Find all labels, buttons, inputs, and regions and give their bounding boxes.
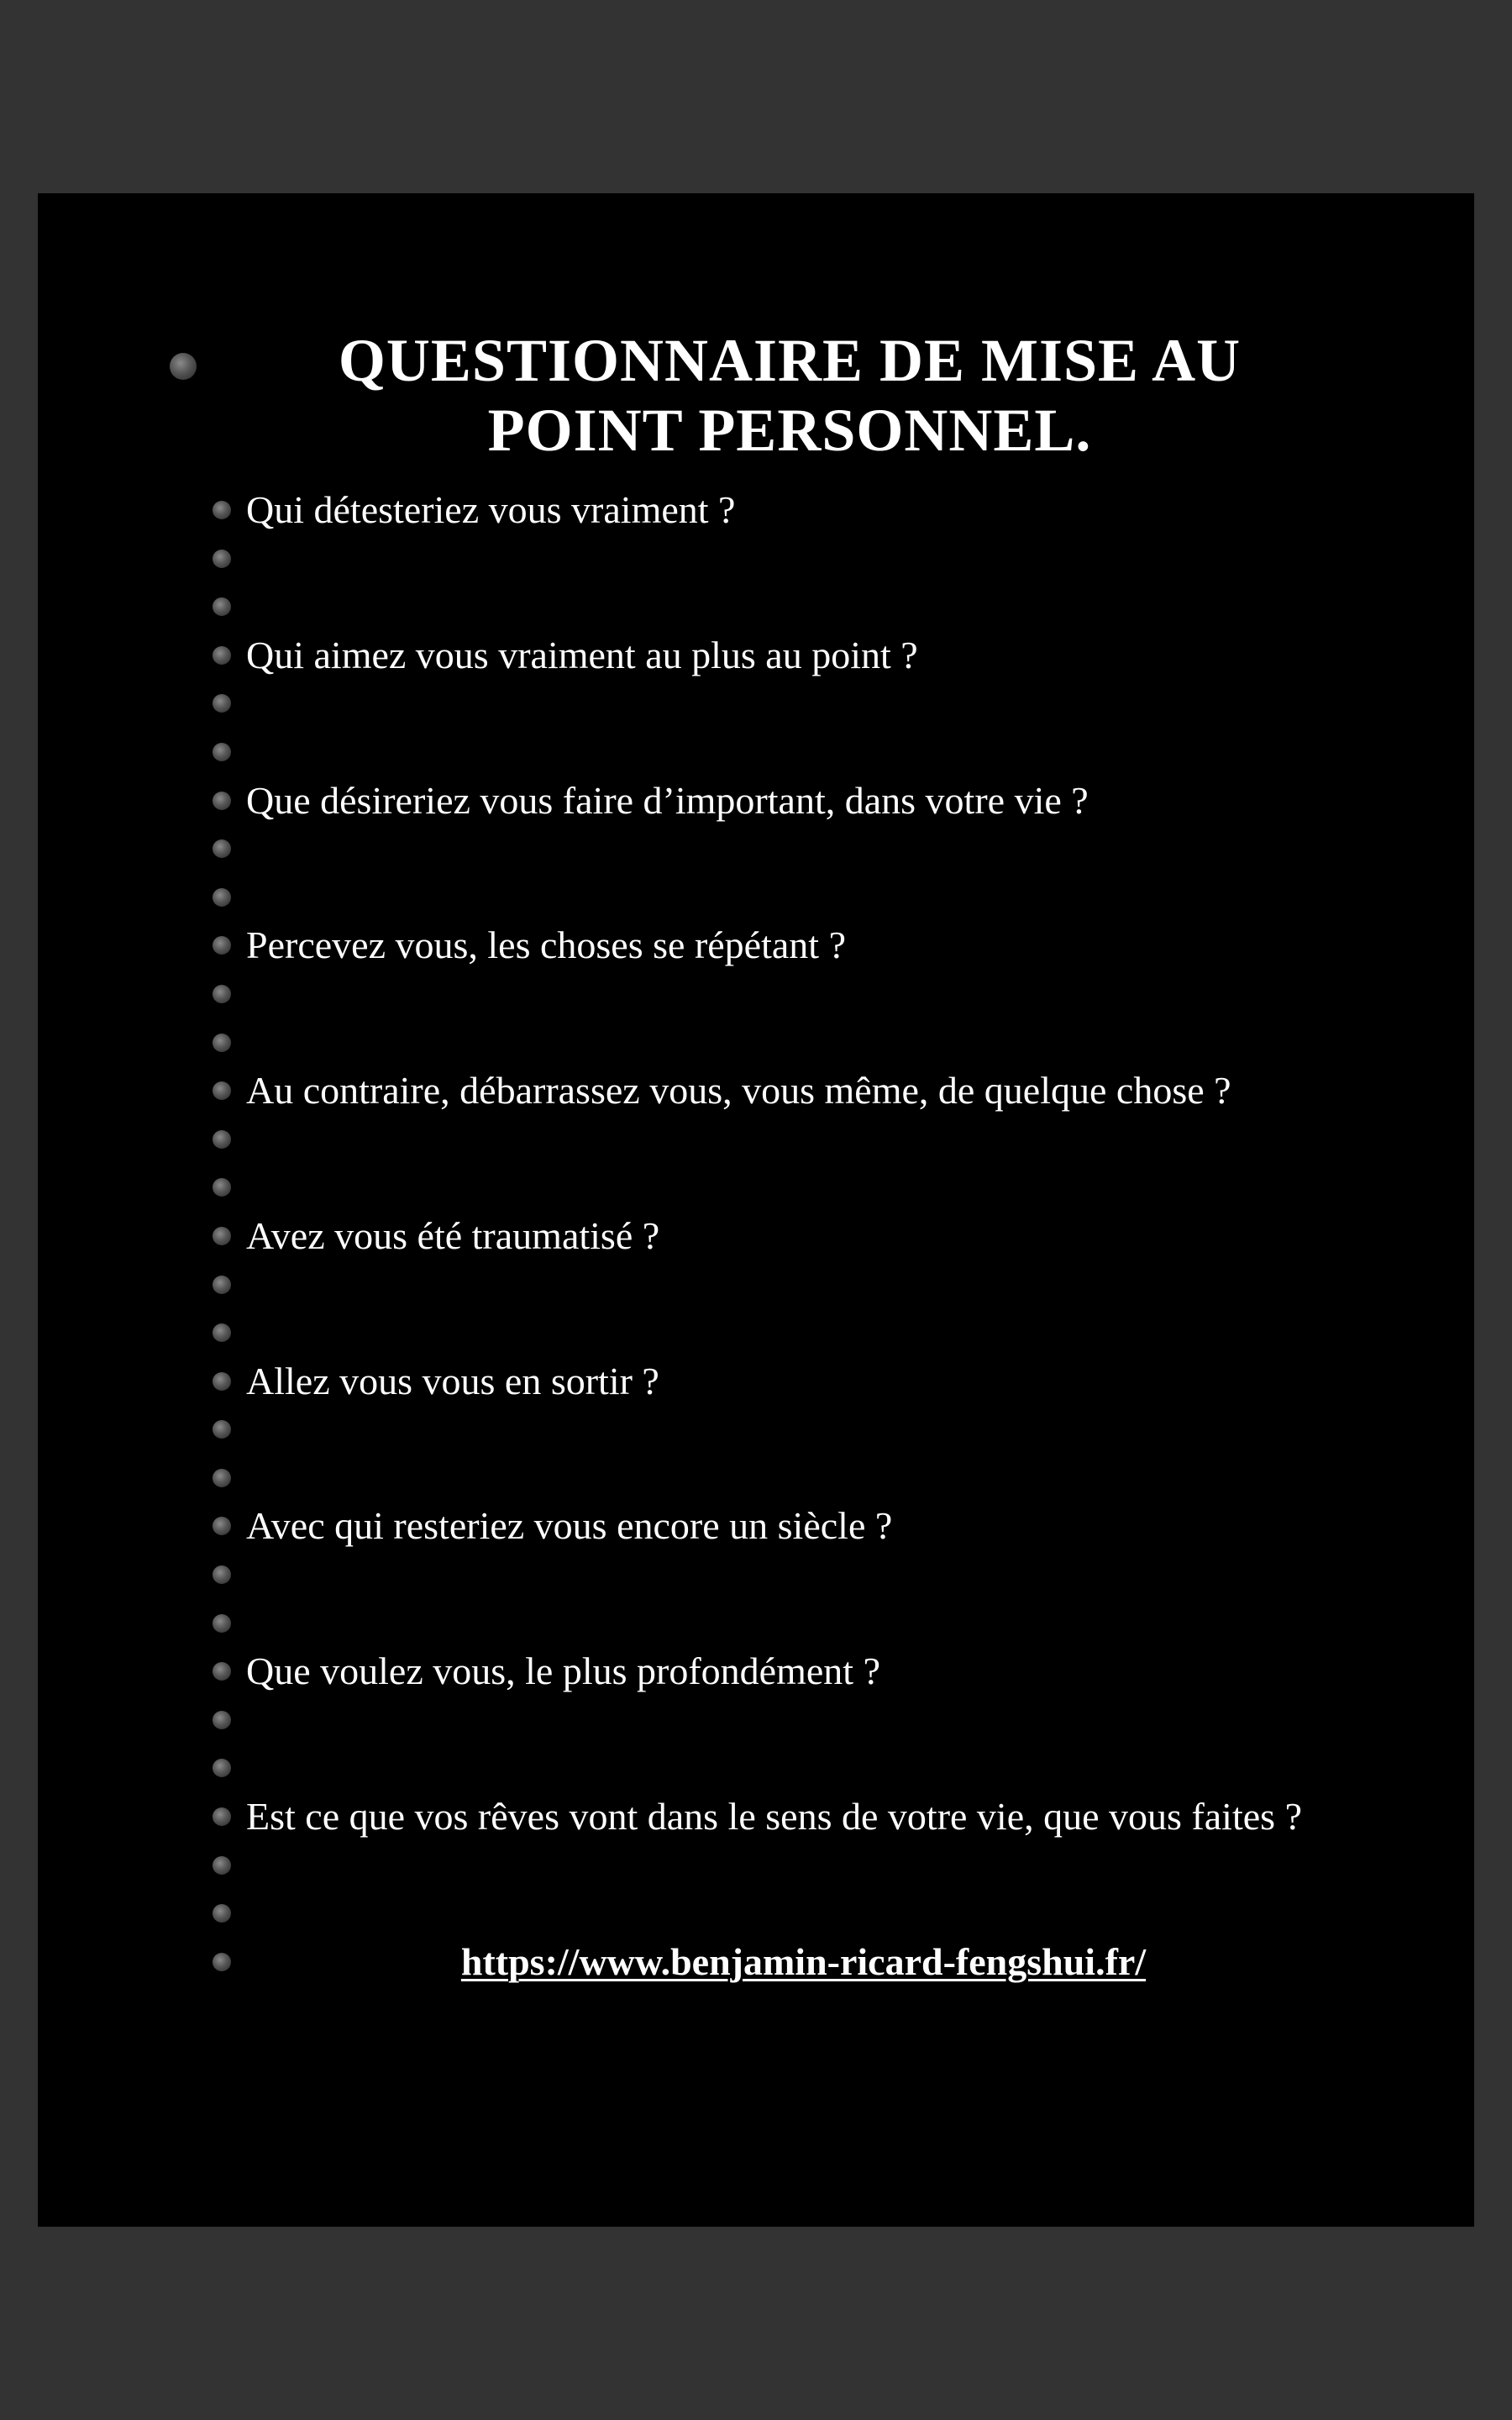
title-bullet-icon <box>170 353 197 380</box>
bullet-icon <box>213 936 231 955</box>
bullet-icon <box>213 1372 231 1391</box>
bullet-icon <box>213 1711 231 1729</box>
bullet-icon <box>213 1662 231 1681</box>
title-line-1: QUESTIONNAIRE DE MISE AU <box>338 327 1242 394</box>
empty-list-item <box>168 1308 1361 1357</box>
empty-list-item <box>168 1163 1361 1212</box>
bullet-icon <box>213 1420 231 1439</box>
question-text: Qui aimez vous vraiment au plus au point ? <box>246 633 918 676</box>
bullet-icon <box>213 694 231 713</box>
empty-list-item <box>168 1260 1361 1309</box>
question-text: Avez vous été traumatisé ? <box>246 1213 660 1257</box>
document-content <box>168 326 1361 1986</box>
document-page <box>38 193 1474 2227</box>
question-item <box>168 1502 1361 1550</box>
bullet-icon <box>213 1565 231 1584</box>
empty-list-item <box>168 1841 1361 1890</box>
bullet-icon <box>213 1904 231 1923</box>
empty-list-item <box>168 582 1361 631</box>
question-text: Au contraire, débarrassez vous, vous même, de quelque chose ? <box>246 1069 1231 1113</box>
bullet-icon <box>213 1081 231 1100</box>
empty-list-item <box>168 824 1361 873</box>
question-item <box>168 486 1361 534</box>
website-link[interactable]: https://www.benjamin-ricard-fengshui.fr/ <box>460 1939 1147 1983</box>
bullet-icon <box>213 1227 231 1245</box>
empty-list-item <box>168 1550 1361 1599</box>
question-item <box>168 921 1361 970</box>
bullet-icon <box>213 1856 231 1875</box>
bullet-icon <box>213 1130 231 1149</box>
question-item <box>168 1212 1361 1260</box>
bullet-icon <box>213 1034 231 1052</box>
empty-list-item <box>168 1405 1361 1454</box>
empty-list-item <box>168 970 1361 1018</box>
bullet-icon <box>213 1807 231 1826</box>
bullet-icon <box>213 550 231 568</box>
question-item <box>168 631 1361 680</box>
question-item <box>168 1792 1361 1841</box>
empty-list-item <box>168 1744 1361 1792</box>
bullet-icon <box>213 1323 231 1342</box>
title-line-2: POINT PERSONNEL. <box>487 397 1092 464</box>
bullet-icon <box>213 646 231 665</box>
empty-list-item <box>168 1454 1361 1502</box>
question-text: Est ce que vos rêves vont dans le sens de votre vie, que vous faites ? <box>246 1795 1302 1839</box>
question-text: Que désireriez vous faire d’important, dans votre vie ? <box>246 778 1089 822</box>
bullet-icon <box>213 597 231 616</box>
question-item <box>168 776 1361 825</box>
bullet-icon <box>213 1953 231 1971</box>
empty-list-item <box>168 1696 1361 1744</box>
question-text: Que voulez vous, le plus profondément ? <box>246 1649 880 1693</box>
question-item <box>168 1647 1361 1696</box>
bullet-icon <box>213 501 231 519</box>
bullet-icon <box>213 792 231 810</box>
bullet-icon <box>213 985 231 1003</box>
question-item <box>168 1357 1361 1406</box>
question-list <box>168 486 1361 1986</box>
question-text: Qui détesteriez vous vraiment ? <box>246 488 736 531</box>
bullet-icon <box>213 1178 231 1197</box>
empty-list-item <box>168 1115 1361 1164</box>
question-item <box>168 1066 1361 1115</box>
empty-list-item <box>168 534 1361 583</box>
page-title <box>168 326 1361 466</box>
empty-list-item <box>168 728 1361 776</box>
bullet-icon <box>213 1469 231 1487</box>
empty-list-item <box>168 1889 1361 1938</box>
bullet-icon <box>213 743 231 761</box>
bullet-icon <box>213 1517 231 1535</box>
bullet-icon <box>213 1614 231 1633</box>
question-text: Avec qui resteriez vous encore un siècle ? <box>246 1504 893 1548</box>
title-row <box>168 326 1361 466</box>
question-text: Percevez vous, les choses se répétant ? <box>246 923 846 967</box>
empty-list-item <box>168 679 1361 728</box>
empty-list-item <box>168 1018 1361 1067</box>
bullet-icon <box>213 1759 231 1777</box>
question-text: Allez vous vous en sortir ? <box>246 1359 659 1402</box>
bullet-icon <box>213 839 231 858</box>
bullet-icon <box>213 1276 231 1294</box>
bullet-icon <box>213 888 231 907</box>
empty-list-item <box>168 1599 1361 1648</box>
empty-list-item <box>168 873 1361 922</box>
website-link-item[interactable] <box>168 1938 1361 1986</box>
